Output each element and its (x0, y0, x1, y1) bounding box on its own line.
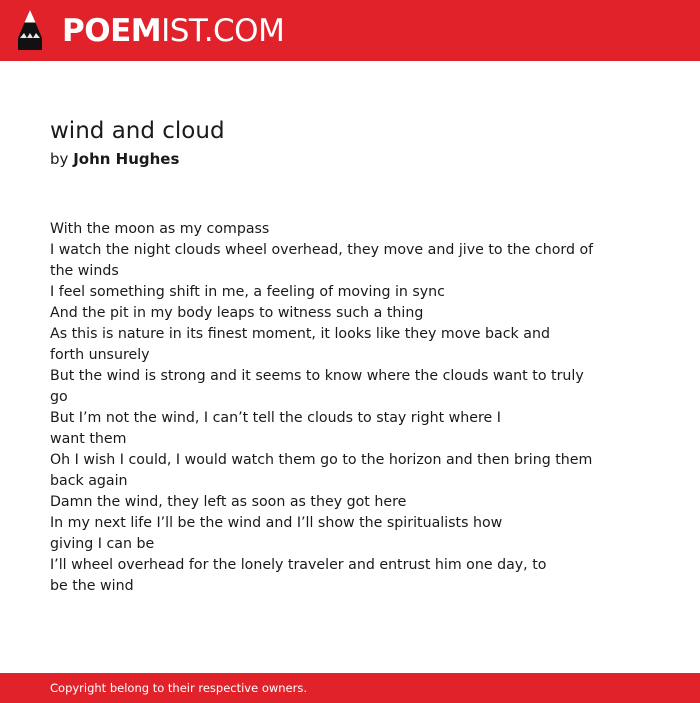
poem-title: wind and cloud (50, 118, 225, 144)
poem-line: giving I can be (50, 536, 155, 552)
poem-line: want them (50, 431, 127, 447)
brand-name-light: IST.COM (161, 13, 285, 49)
site-brand-link[interactable] (62, 12, 284, 50)
poem-line: I feel something shift in me, a feeling of moving in sync (50, 284, 445, 300)
poem-line: With the moon as my compass (50, 221, 270, 237)
site-header (0, 0, 700, 61)
poem-line: And the pit in my body leaps to witness such a thing (50, 305, 424, 321)
by-label: by (50, 150, 69, 168)
site-footer (0, 673, 700, 703)
poem-body (50, 219, 610, 597)
poem-line: the winds (50, 263, 119, 279)
pencil-tip-icon[interactable] (17, 9, 43, 51)
poem-line: I watch the night clouds wheel overhead, they move and jive to the chord of (50, 242, 594, 258)
poem-line: back again (50, 473, 128, 489)
poem-line: forth unsurely (50, 347, 150, 363)
poem-line: go (50, 389, 68, 405)
poem-line: But the wind is strong and it seems to know where the clouds want to truly (50, 368, 584, 384)
poem-line: Oh I wish I could, I would watch them go to the horizon and then bring them (50, 452, 593, 468)
poem-byline (50, 148, 179, 170)
poem-line: As this is nature in its finest moment, it looks like they move back and (50, 326, 550, 342)
poem-line: In my next life I’ll be the wind and I’ll show the spiritualists how (50, 515, 503, 531)
poem-line: be the wind (50, 578, 134, 594)
poem-line: I’ll wheel overhead for the lonely traveler and entrust him one day, to (50, 557, 547, 573)
poem-line: Damn the wind, they left as soon as they got here (50, 494, 407, 510)
brand-name-bold: POEM (62, 13, 162, 49)
author-name: John Hughes (73, 150, 180, 168)
copyright-notice: Copyright belong to their respective owners. (50, 681, 308, 695)
poem-line: But I’m not the wind, I can’t tell the clouds to stay right where I (50, 410, 501, 426)
